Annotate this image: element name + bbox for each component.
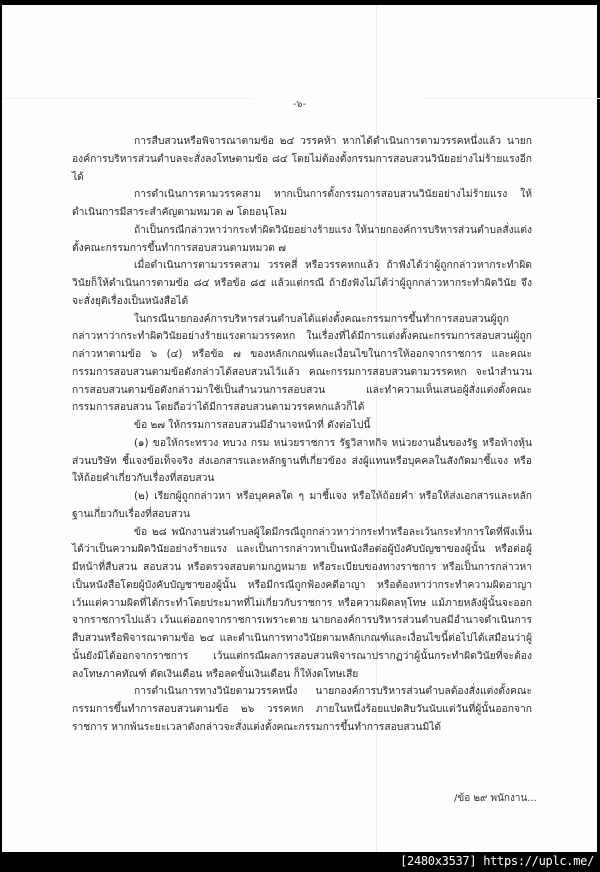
watermark: [2480x3537] https://uplc.me/: [400, 854, 594, 868]
paragraph: ในกรณีนายกองค์การบริหารส่วนตำบลได้แต่งตั้งคณะกรรมการขึ้นทำการสอบสวนผู้ถูกกล่าวหาว่ากระทำผิดวินัยอย่างร้ายแรงตามวรรคหก ในเรื่องที่ได้มีการแต่งตั้งคณะกรรมการสอบสวนผู้ถูกกล่าวหาตามข้อ ๖ (๔) หรือข้อ ๗ ของหลักเกณฑ์และเงื่อนไขในการให้ออกจากราชการ และคณะกรรมการสอบสวนตามข้อดังกล่าวได้สอบสวนไว้แล้ว คณะกรรมการสอบสวนตามวรรคหก จะนำสำนวนการสอบสวนตามข้อดังกล่าวมาใช้เป็นสำนวนการสอบสวน และทำความเห็นเสนอผู้สั่งแต่งตั้งคณะกรรมการสอบสวน โดยถือว่าได้มีการสอบสวนตามวรรคหกแล้วก็ได้: [72, 312, 532, 414]
document-page: [2, 5, 597, 852]
document-body: [72, 133, 532, 737]
paragraph: ถ้าเป็นกรณีกล่าวหาว่ากระทำผิดวินัยอย่างร้ายแรง ให้นายกองค์การบริหารส่วนตำบลสั่งแต่งตั้งคณะกรรมการขึ้นทำการสอบสวนตามหมวด ๗: [72, 223, 532, 254]
paragraph: การดำเนินการทางวินัยตามวรรคหนึ่ง นายกองค์การบริหารส่วนตำบลต้องสั่งแต่งตั้งคณะกรรมการขึ้นทำการสอบสวนตามข้อ ๒๖ วรรคหก ภายในหนึ่งร้อยแปดสิบวันนับแต่วันที่ผู้นั้นออกจากราชการ หากพ้นระยะเวลาดังกล่าวจะสั่งแต่งตั้งคณะกรรมการขึ้นทำการสอบสวนมิได้: [72, 685, 532, 733]
page-number: -๖-: [292, 99, 307, 110]
paragraph-item-2: (๒) เรียกผู้ถูกกล่าวหา หรือบุคคลใด ๆ มาชี้แจง หรือให้ถ้อยคำ หรือให้ส่งเอกสารและหลักฐานเกี่ยวกับเรื่องที่สอบสวน: [72, 490, 532, 520]
paragraph-clause-27: ข้อ ๒๗ ให้กรรมการสอบสวนมีอำนาจหน้าที่ ดังต่อไปนี้: [134, 419, 371, 431]
paragraph: เมื่อดำเนินการตามวรรคสาม วรรคสี่ หรือวรรคหกแล้ว ถ้าฟังได้ว่าผู้ถูกกล่าวหากระทำผิดวินัยก็ให้ดำเนินการตามข้อ ๘๔ หรือข้อ ๘๕ แล้วแต่กรณี ถ้ายังฟังไม่ได้ว่าผู้ถูกกล่าวหากระทำผิดวินัย จึงจะสั่งยุติเรื่องเป็นหนังสือได้: [72, 259, 532, 307]
next-page-reference: /ข้อ ๒๙ พนักงาน...: [454, 793, 537, 804]
paragraph-item-1: (๑) ขอให้กระทรวง ทบวง กรม หน่วยราชการ รัฐวิสาหกิจ หน่วยงานอื่นของรัฐ หรือห้างหุ้นส่วนบริษัท ชี้แจงข้อเท็จจริง ส่งเอกสารและหลักฐานที่เกี่ยวข้อง ส่งผู้แทนหรือบุคคลในสังกัดมาชี้แจง หรือให้ถ้อยคำเกี่ยวกับเรื่องที่สอบสวน: [72, 436, 532, 485]
paragraph: การสืบสวนหรือพิจารณาตามข้อ ๒๔ วรรคห้า หากได้ดำเนินการตามวรรคหนึ่งแล้ว นายกองค์การบริหารส่วนตำบลจะสั่งลงโทษตามข้อ ๘๔ โดยไม่ต้องตั้งกรรมการสอบสวนวินัยอย่างไม่ร้ายแรงอีกได้: [72, 135, 532, 183]
paragraph-clause-28: ข้อ ๒๘ พนักงานส่วนตำบลผู้ใดมีกรณีถูกกล่าวหาว่ากระทำหรือละเว้นกระทำการใดที่พึงเห็นได้ว่าเป็นความผิดวินัยอย่างร้ายแรง และเป็นการกล่าวหาเป็นหนังสือต่อผู้บังคับบัญชาของผู้นั้น หรือต่อผู้มีหน้าที่สืบสวน สอบสวน หรือตรวจสอบตามกฎหมาย หรือระเบียบของทางราชการ หรือเป็นการกล่าวหาเป็นหนังสือโดยผู้บังคับบัญชาของผู้นั้น หรือมีกรณีถูกฟ้องคดีอาญา หรือต้องหาว่ากระทำความผิดอาญา เว้นแต่ความผิดที่ได้กระทำโดยประมาทที่ไม่เกี่ยวกับราชการ หรือความผิดลหุโทษ แม้ภายหลังผู้นั้นจะออกจากราชการไปแล้ว เว้นแต่ออกจากราชการเพราะตาย นายกองค์การบริหารส่วนตำบลมีอำนาจดำเนินการสืบสวนหรือพิจารณาตามข้อ ๒๔ และดำเนินการทางวินัยตามหลักเกณฑ์และเงื่อนไขนี้ต่อไปได้เสมือนว่าผู้นั้นยังมิได้ออกจากราชการ เว้นแต่กรณีผลการสอบสวนพิจารณาปรากฏว่าผู้นั้นกระทำผิดวินัยที่จะต้องลงโทษภาคทัณฑ์ ตัดเงินเดือน หรือลดขั้นเงินเดือน ก็ให้งดโทษเสีย: [72, 525, 532, 680]
paragraph: การดำเนินการตามวรรคสาม หากเป็นการตั้งกรรมการสอบสวนวินัยอย่างไม่ร้ายแรง ให้ดำเนินการมีสาระสำคัญตามหมวด ๗ โดยอนุโลม: [72, 188, 532, 218]
